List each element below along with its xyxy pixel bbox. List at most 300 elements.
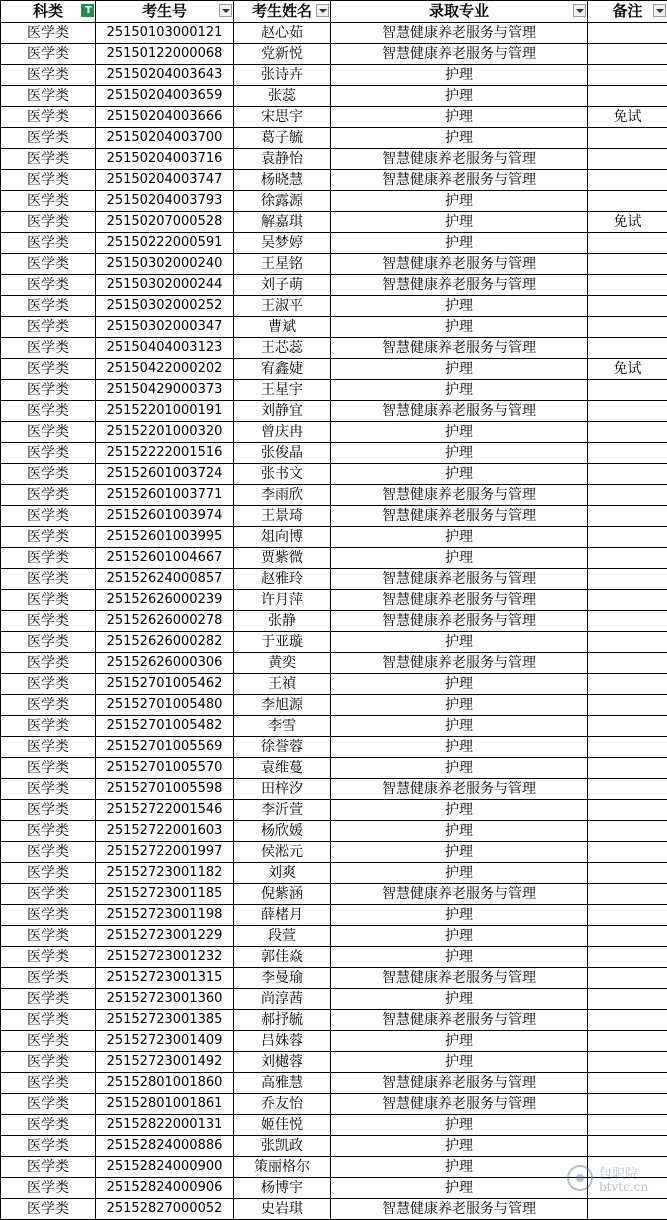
cell-major[interactable]: 智慧健康养老服务与管理 — [331, 1199, 588, 1220]
cell-student-name[interactable]: 宋思宇 — [234, 107, 331, 128]
table-row[interactable] — [1, 1115, 667, 1136]
cell-student-name[interactable]: 吴梦婷 — [234, 233, 331, 254]
cell-major[interactable]: 护理 — [331, 758, 588, 779]
cell-student-name[interactable]: 郭佳焱 — [234, 947, 331, 968]
cell-student-name[interactable]: 倪紫涵 — [234, 884, 331, 905]
cell-major[interactable]: 护理 — [331, 632, 588, 653]
cell-remark[interactable] — [588, 401, 667, 422]
cell-exam-number[interactable]: 25152601003974 — [96, 506, 234, 527]
cell-exam-number[interactable]: 25150122000068 — [96, 44, 234, 65]
cell-remark[interactable] — [588, 968, 667, 989]
table-row[interactable] — [1, 569, 667, 590]
cell-remark[interactable] — [588, 296, 667, 317]
table-row[interactable] — [1, 1094, 667, 1115]
cell-student-name[interactable]: 宥鑫婕 — [234, 359, 331, 380]
cell-major[interactable]: 智慧健康养老服务与管理 — [331, 884, 588, 905]
table-row[interactable] — [1, 23, 667, 44]
cell-subject[interactable]: 医学类 — [1, 611, 96, 632]
table-row[interactable] — [1, 758, 667, 779]
table-row[interactable] — [1, 1031, 667, 1052]
cell-major[interactable]: 护理 — [331, 86, 588, 107]
cell-student-name[interactable]: 王景琦 — [234, 506, 331, 527]
cell-major[interactable]: 护理 — [331, 695, 588, 716]
cell-student-name[interactable]: 刘静宜 — [234, 401, 331, 422]
cell-subject[interactable]: 医学类 — [1, 674, 96, 695]
table-row[interactable] — [1, 485, 667, 506]
cell-subject[interactable]: 医学类 — [1, 275, 96, 296]
cell-remark[interactable] — [588, 1136, 667, 1157]
cell-remark[interactable] — [588, 884, 667, 905]
cell-subject[interactable]: 医学类 — [1, 632, 96, 653]
cell-subject[interactable]: 医学类 — [1, 359, 96, 380]
cell-subject[interactable]: 医学类 — [1, 1052, 96, 1073]
cell-major[interactable]: 护理 — [331, 527, 588, 548]
cell-remark[interactable] — [588, 695, 667, 716]
table-row[interactable] — [1, 149, 667, 170]
cell-remark[interactable] — [588, 1073, 667, 1094]
cell-subject[interactable]: 医学类 — [1, 905, 96, 926]
table-row[interactable] — [1, 968, 667, 989]
cell-major[interactable]: 护理 — [331, 1115, 588, 1136]
cell-exam-number[interactable]: 25150302000252 — [96, 296, 234, 317]
cell-subject[interactable]: 医学类 — [1, 485, 96, 506]
cell-subject[interactable]: 医学类 — [1, 989, 96, 1010]
cell-major[interactable]: 护理 — [331, 947, 588, 968]
cell-exam-number[interactable]: 25152824000900 — [96, 1157, 234, 1178]
table-row[interactable] — [1, 44, 667, 65]
cell-major[interactable]: 智慧健康养老服务与管理 — [331, 44, 588, 65]
table-row[interactable] — [1, 590, 667, 611]
cell-exam-number[interactable]: 25152824000906 — [96, 1178, 234, 1199]
cell-remark[interactable] — [588, 254, 667, 275]
cell-subject[interactable]: 医学类 — [1, 1157, 96, 1178]
cell-exam-number[interactable]: 25152722001603 — [96, 821, 234, 842]
cell-major[interactable]: 护理 — [331, 464, 588, 485]
cell-student-name[interactable]: 侯淞元 — [234, 842, 331, 863]
table-row[interactable] — [1, 611, 667, 632]
cell-subject[interactable]: 医学类 — [1, 254, 96, 275]
cell-student-name[interactable]: 徐誉蓉 — [234, 737, 331, 758]
table-row[interactable] — [1, 716, 667, 737]
cell-exam-number[interactable]: 25152723001185 — [96, 884, 234, 905]
cell-remark[interactable] — [588, 128, 667, 149]
cell-remark[interactable] — [588, 1115, 667, 1136]
cell-remark[interactable] — [588, 779, 667, 800]
cell-exam-number[interactable]: 25152827000052 — [96, 1199, 234, 1220]
cell-subject[interactable]: 医学类 — [1, 947, 96, 968]
cell-major[interactable]: 护理 — [331, 359, 588, 380]
cell-remark[interactable] — [588, 44, 667, 65]
cell-remark[interactable] — [588, 569, 667, 590]
cell-exam-number[interactable]: 25150302000240 — [96, 254, 234, 275]
cell-remark[interactable] — [588, 275, 667, 296]
cell-remark[interactable] — [588, 317, 667, 338]
table-row[interactable] — [1, 338, 667, 359]
cell-exam-number[interactable]: 25152723001385 — [96, 1010, 234, 1031]
cell-student-name[interactable]: 赵心茹 — [234, 23, 331, 44]
dropdown-arrow-icon[interactable] — [653, 4, 666, 17]
cell-major[interactable]: 护理 — [331, 1136, 588, 1157]
cell-major[interactable]: 智慧健康养老服务与管理 — [331, 275, 588, 296]
table-row[interactable] — [1, 884, 667, 905]
cell-subject[interactable]: 医学类 — [1, 338, 96, 359]
cell-subject[interactable]: 医学类 — [1, 884, 96, 905]
cell-major[interactable]: 护理 — [331, 800, 588, 821]
cell-major[interactable]: 护理 — [331, 443, 588, 464]
cell-major[interactable]: 智慧健康养老服务与管理 — [331, 170, 588, 191]
cell-subject[interactable]: 医学类 — [1, 380, 96, 401]
cell-major[interactable]: 护理 — [331, 65, 588, 86]
table-row[interactable] — [1, 296, 667, 317]
cell-student-name[interactable]: 乔友怡 — [234, 1094, 331, 1115]
cell-remark[interactable] — [588, 149, 667, 170]
cell-exam-number[interactable]: 25150422000202 — [96, 359, 234, 380]
cell-remark[interactable] — [588, 464, 667, 485]
cell-student-name[interactable]: 李旭源 — [234, 695, 331, 716]
table-row[interactable] — [1, 842, 667, 863]
cell-exam-number[interactable]: 25152723001229 — [96, 926, 234, 947]
cell-student-name[interactable]: 徐露源 — [234, 191, 331, 212]
cell-student-name[interactable]: 李曼瑜 — [234, 968, 331, 989]
cell-remark[interactable] — [588, 548, 667, 569]
cell-remark[interactable] — [588, 611, 667, 632]
cell-exam-number[interactable]: 25152626000282 — [96, 632, 234, 653]
cell-student-name[interactable]: 郝抒毓 — [234, 1010, 331, 1031]
cell-student-name[interactable]: 吕姝蓉 — [234, 1031, 331, 1052]
cell-student-name[interactable]: 袁静怡 — [234, 149, 331, 170]
cell-student-name[interactable]: 杨晓慧 — [234, 170, 331, 191]
cell-remark[interactable]: 免试 — [588, 359, 667, 380]
cell-major[interactable]: 护理 — [331, 548, 588, 569]
cell-student-name[interactable]: 策丽格尔 — [234, 1157, 331, 1178]
cell-remark[interactable] — [588, 1094, 667, 1115]
cell-student-name[interactable]: 杨博宇 — [234, 1178, 331, 1199]
cell-subject[interactable]: 医学类 — [1, 44, 96, 65]
cell-student-name[interactable]: 许月萍 — [234, 590, 331, 611]
cell-exam-number[interactable]: 25152601003771 — [96, 485, 234, 506]
table-row[interactable] — [1, 464, 667, 485]
cell-remark[interactable] — [588, 821, 667, 842]
cell-major[interactable]: 护理 — [331, 926, 588, 947]
cell-student-name[interactable]: 解嘉琪 — [234, 212, 331, 233]
cell-student-name[interactable]: 赵雅玲 — [234, 569, 331, 590]
cell-student-name[interactable]: 张诗卉 — [234, 65, 331, 86]
cell-major[interactable]: 智慧健康养老服务与管理 — [331, 653, 588, 674]
cell-subject[interactable]: 医学类 — [1, 863, 96, 884]
cell-subject[interactable]: 医学类 — [1, 779, 96, 800]
table-row[interactable] — [1, 800, 667, 821]
table-row[interactable] — [1, 989, 667, 1010]
cell-student-name[interactable]: 张静 — [234, 611, 331, 632]
cell-exam-number[interactable]: 25152723001182 — [96, 863, 234, 884]
cell-subject[interactable]: 医学类 — [1, 233, 96, 254]
cell-remark[interactable] — [588, 422, 667, 443]
cell-student-name[interactable]: 张书文 — [234, 464, 331, 485]
cell-subject[interactable]: 医学类 — [1, 800, 96, 821]
cell-student-name[interactable]: 张蕊 — [234, 86, 331, 107]
cell-remark[interactable] — [588, 443, 667, 464]
cell-student-name[interactable]: 张凯政 — [234, 1136, 331, 1157]
cell-exam-number[interactable]: 25152801001861 — [96, 1094, 234, 1115]
header-student-name[interactable] — [234, 1, 331, 23]
table-row[interactable] — [1, 653, 667, 674]
cell-major[interactable]: 智慧健康养老服务与管理 — [331, 968, 588, 989]
table-row[interactable] — [1, 233, 667, 254]
cell-subject[interactable]: 医学类 — [1, 128, 96, 149]
cell-major[interactable]: 护理 — [331, 317, 588, 338]
cell-major[interactable]: 智慧健康养老服务与管理 — [331, 569, 588, 590]
cell-exam-number[interactable]: 25152601003995 — [96, 527, 234, 548]
cell-major[interactable]: 智慧健康养老服务与管理 — [331, 1010, 588, 1031]
cell-remark[interactable] — [588, 947, 667, 968]
table-row[interactable] — [1, 821, 667, 842]
cell-subject[interactable]: 医学类 — [1, 548, 96, 569]
table-row[interactable] — [1, 674, 667, 695]
cell-remark[interactable] — [588, 653, 667, 674]
table-row[interactable] — [1, 107, 667, 128]
cell-major[interactable]: 护理 — [331, 863, 588, 884]
cell-subject[interactable]: 医学类 — [1, 422, 96, 443]
table-row[interactable] — [1, 86, 667, 107]
cell-student-name[interactable]: 薛楮月 — [234, 905, 331, 926]
cell-exam-number[interactable]: 25152201000320 — [96, 422, 234, 443]
cell-exam-number[interactable]: 25150103000121 — [96, 23, 234, 44]
cell-exam-number[interactable]: 25150204003716 — [96, 149, 234, 170]
dropdown-arrow-icon[interactable] — [219, 4, 232, 17]
table-row[interactable] — [1, 359, 667, 380]
cell-student-name[interactable]: 曾庆冉 — [234, 422, 331, 443]
cell-student-name[interactable]: 黄奕 — [234, 653, 331, 674]
cell-exam-number[interactable]: 25150207000528 — [96, 212, 234, 233]
cell-remark[interactable] — [588, 527, 667, 548]
cell-subject[interactable]: 医学类 — [1, 212, 96, 233]
header-subject[interactable] — [1, 1, 96, 23]
cell-subject[interactable]: 医学类 — [1, 65, 96, 86]
cell-subject[interactable]: 医学类 — [1, 296, 96, 317]
cell-exam-number[interactable]: 25152701005570 — [96, 758, 234, 779]
cell-major[interactable]: 护理 — [331, 107, 588, 128]
header-exam-number[interactable] — [96, 1, 234, 23]
cell-student-name[interactable]: 党新悦 — [234, 44, 331, 65]
cell-student-name[interactable]: 史岩琪 — [234, 1199, 331, 1220]
cell-subject[interactable]: 医学类 — [1, 1199, 96, 1220]
cell-exam-number[interactable]: 25150204003666 — [96, 107, 234, 128]
cell-remark[interactable] — [588, 989, 667, 1010]
cell-exam-number[interactable]: 25150302000244 — [96, 275, 234, 296]
cell-major[interactable]: 护理 — [331, 737, 588, 758]
cell-major[interactable]: 智慧健康养老服务与管理 — [331, 149, 588, 170]
cell-remark[interactable] — [588, 233, 667, 254]
cell-major[interactable]: 智慧健康养老服务与管理 — [331, 338, 588, 359]
cell-exam-number[interactable]: 25152201000191 — [96, 401, 234, 422]
cell-major[interactable]: 智慧健康养老服务与管理 — [331, 611, 588, 632]
cell-exam-number[interactable]: 25152723001409 — [96, 1031, 234, 1052]
cell-exam-number[interactable]: 25152723001360 — [96, 989, 234, 1010]
cell-exam-number[interactable]: 25150204003793 — [96, 191, 234, 212]
cell-exam-number[interactable]: 25152723001198 — [96, 905, 234, 926]
cell-subject[interactable]: 医学类 — [1, 653, 96, 674]
cell-subject[interactable]: 医学类 — [1, 1073, 96, 1094]
cell-remark[interactable] — [588, 506, 667, 527]
cell-exam-number[interactable]: 25152723001232 — [96, 947, 234, 968]
cell-major[interactable]: 护理 — [331, 296, 588, 317]
cell-subject[interactable]: 医学类 — [1, 1031, 96, 1052]
cell-remark[interactable] — [588, 1010, 667, 1031]
cell-subject[interactable]: 医学类 — [1, 1178, 96, 1199]
table-row[interactable] — [1, 212, 667, 233]
cell-subject[interactable]: 医学类 — [1, 527, 96, 548]
table-row[interactable] — [1, 128, 667, 149]
cell-exam-number[interactable]: 25152801001860 — [96, 1073, 234, 1094]
cell-major[interactable]: 护理 — [331, 191, 588, 212]
cell-major[interactable]: 智慧健康养老服务与管理 — [331, 779, 588, 800]
cell-subject[interactable]: 医学类 — [1, 926, 96, 947]
cell-remark[interactable] — [588, 485, 667, 506]
cell-exam-number[interactable]: 25152626000306 — [96, 653, 234, 674]
cell-major[interactable]: 护理 — [331, 842, 588, 863]
cell-exam-number[interactable]: 25152624000857 — [96, 569, 234, 590]
cell-major[interactable]: 护理 — [331, 128, 588, 149]
table-row[interactable] — [1, 254, 667, 275]
cell-subject[interactable]: 医学类 — [1, 191, 96, 212]
cell-remark[interactable] — [588, 905, 667, 926]
cell-subject[interactable]: 医学类 — [1, 23, 96, 44]
cell-student-name[interactable]: 王淑平 — [234, 296, 331, 317]
cell-subject[interactable]: 医学类 — [1, 443, 96, 464]
cell-exam-number[interactable]: 25150204003747 — [96, 170, 234, 191]
table-row[interactable] — [1, 170, 667, 191]
cell-student-name[interactable]: 张俊晶 — [234, 443, 331, 464]
cell-remark[interactable] — [588, 1052, 667, 1073]
cell-subject[interactable]: 医学类 — [1, 1010, 96, 1031]
cell-student-name[interactable]: 段萱 — [234, 926, 331, 947]
cell-remark[interactable] — [588, 800, 667, 821]
cell-student-name[interactable]: 田梓汐 — [234, 779, 331, 800]
cell-remark[interactable] — [588, 380, 667, 401]
cell-exam-number[interactable]: 25150404003123 — [96, 338, 234, 359]
cell-subject[interactable]: 医学类 — [1, 758, 96, 779]
cell-major[interactable]: 智慧健康养老服务与管理 — [331, 401, 588, 422]
cell-student-name[interactable]: 王芯蕊 — [234, 338, 331, 359]
table-row[interactable] — [1, 422, 667, 443]
cell-exam-number[interactable]: 25152701005482 — [96, 716, 234, 737]
cell-student-name[interactable]: 姬佳悦 — [234, 1115, 331, 1136]
cell-subject[interactable]: 医学类 — [1, 506, 96, 527]
table-row[interactable] — [1, 506, 667, 527]
dropdown-arrow-icon[interactable] — [316, 4, 329, 17]
filter-active-icon[interactable] — [81, 4, 94, 17]
cell-subject[interactable]: 医学类 — [1, 317, 96, 338]
header-remark[interactable] — [588, 1, 667, 23]
cell-major[interactable]: 护理 — [331, 1052, 588, 1073]
cell-major[interactable]: 护理 — [331, 212, 588, 233]
cell-exam-number[interactable]: 25152723001315 — [96, 968, 234, 989]
dropdown-arrow-icon[interactable] — [573, 4, 586, 17]
cell-major[interactable]: 护理 — [331, 989, 588, 1010]
cell-student-name[interactable]: 李雨欣 — [234, 485, 331, 506]
cell-remark[interactable] — [588, 716, 667, 737]
cell-student-name[interactable]: 贾紫微 — [234, 548, 331, 569]
table-row[interactable] — [1, 695, 667, 716]
cell-subject[interactable]: 医学类 — [1, 149, 96, 170]
table-row[interactable] — [1, 1136, 667, 1157]
cell-remark[interactable]: 免试 — [588, 212, 667, 233]
cell-exam-number[interactable]: 25152824000886 — [96, 1136, 234, 1157]
cell-exam-number[interactable]: 25152822000131 — [96, 1115, 234, 1136]
cell-student-name[interactable]: 葛子毓 — [234, 128, 331, 149]
cell-subject[interactable]: 医学类 — [1, 1094, 96, 1115]
table-row[interactable] — [1, 1073, 667, 1094]
table-row[interactable] — [1, 863, 667, 884]
cell-major[interactable]: 智慧健康养老服务与管理 — [331, 1094, 588, 1115]
cell-major[interactable]: 护理 — [331, 1178, 588, 1199]
table-row[interactable] — [1, 1052, 667, 1073]
cell-remark[interactable] — [588, 842, 667, 863]
cell-remark[interactable] — [588, 926, 667, 947]
cell-major[interactable]: 智慧健康养老服务与管理 — [331, 590, 588, 611]
cell-student-name[interactable]: 刘子萌 — [234, 275, 331, 296]
cell-subject[interactable]: 医学类 — [1, 1115, 96, 1136]
cell-major[interactable]: 护理 — [331, 821, 588, 842]
table-row[interactable] — [1, 317, 667, 338]
cell-exam-number[interactable]: 25152722001546 — [96, 800, 234, 821]
cell-major[interactable]: 护理 — [331, 674, 588, 695]
cell-subject[interactable]: 医学类 — [1, 401, 96, 422]
cell-remark[interactable] — [588, 674, 667, 695]
cell-exam-number[interactable]: 25152601003724 — [96, 464, 234, 485]
cell-subject[interactable]: 医学类 — [1, 737, 96, 758]
cell-subject[interactable]: 医学类 — [1, 86, 96, 107]
cell-remark[interactable] — [588, 86, 667, 107]
cell-subject[interactable]: 医学类 — [1, 590, 96, 611]
cell-major[interactable]: 智慧健康养老服务与管理 — [331, 1073, 588, 1094]
cell-student-name[interactable]: 刘爽 — [234, 863, 331, 884]
table-row[interactable] — [1, 947, 667, 968]
cell-major[interactable]: 智慧健康养老服务与管理 — [331, 254, 588, 275]
cell-student-name[interactable]: 袁维蔓 — [234, 758, 331, 779]
cell-subject[interactable]: 医学类 — [1, 170, 96, 191]
cell-exam-number[interactable]: 25152701005598 — [96, 779, 234, 800]
cell-major[interactable]: 护理 — [331, 905, 588, 926]
cell-exam-number[interactable]: 25152601004667 — [96, 548, 234, 569]
cell-exam-number[interactable]: 25152701005462 — [96, 674, 234, 695]
cell-major[interactable]: 智慧健康养老服务与管理 — [331, 485, 588, 506]
table-row[interactable] — [1, 1010, 667, 1031]
cell-subject[interactable]: 医学类 — [1, 107, 96, 128]
cell-exam-number[interactable]: 25152701005480 — [96, 695, 234, 716]
cell-remark[interactable] — [588, 758, 667, 779]
cell-exam-number[interactable]: 25150204003700 — [96, 128, 234, 149]
cell-remark[interactable] — [588, 65, 667, 86]
cell-remark[interactable] — [588, 170, 667, 191]
cell-major[interactable]: 护理 — [331, 1157, 588, 1178]
cell-remark[interactable] — [588, 632, 667, 653]
cell-remark[interactable] — [588, 191, 667, 212]
cell-remark[interactable] — [588, 1031, 667, 1052]
cell-exam-number[interactable]: 25152701005569 — [96, 737, 234, 758]
cell-exam-number[interactable]: 25152722001997 — [96, 842, 234, 863]
cell-subject[interactable]: 医学类 — [1, 464, 96, 485]
table-row[interactable] — [1, 380, 667, 401]
cell-subject[interactable]: 医学类 — [1, 716, 96, 737]
cell-major[interactable]: 智慧健康养老服务与管理 — [331, 23, 588, 44]
cell-remark[interactable] — [588, 590, 667, 611]
cell-major[interactable]: 护理 — [331, 380, 588, 401]
cell-major[interactable]: 智慧健康养老服务与管理 — [331, 506, 588, 527]
cell-major[interactable]: 护理 — [331, 1031, 588, 1052]
table-row[interactable] — [1, 632, 667, 653]
cell-student-name[interactable]: 杨欣媛 — [234, 821, 331, 842]
